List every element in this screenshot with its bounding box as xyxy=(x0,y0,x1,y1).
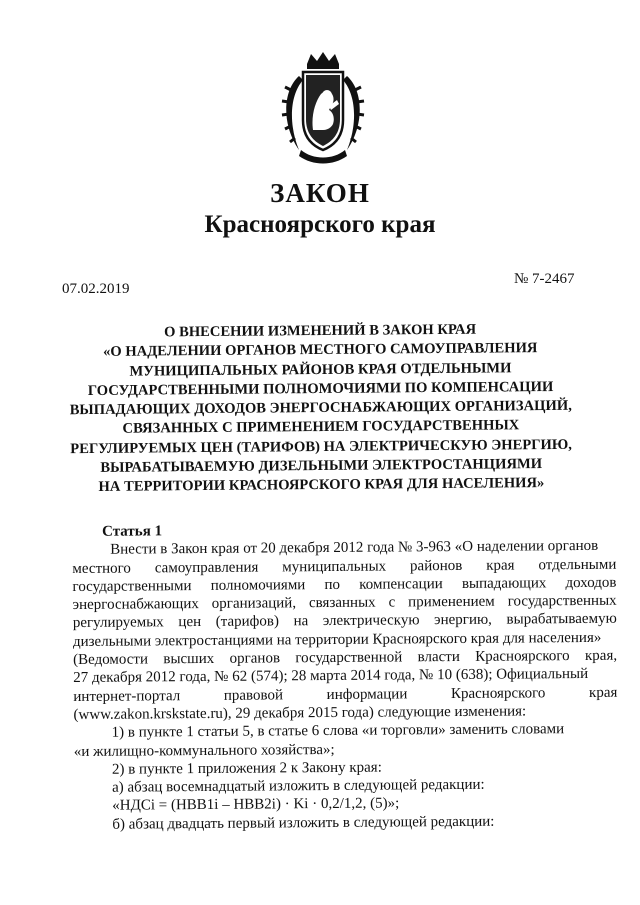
law-title-line: СВЯЗАННЫХ С ПРИМЕНЕНИЕМ ГОСУДАРСТВЕННЫХ xyxy=(122,417,520,438)
law-title-line: МУНИЦИПАЛЬНЫХ РАЙОНОВ КРАЯ ОТДЕЛЬНЫМИ xyxy=(129,359,512,380)
article-formula-line: «НДСi = (НВВ1i – НВВ2i) · Ki · 0,2/1,2, (5)»; xyxy=(112,795,400,815)
article-paragraph-line: (www.zakon.krskstate.ru), 29 декабря 2015 года) следующие изменения: xyxy=(73,703,527,723)
article-paragraph-line: регулируемых цен (тарифов) на электрическую энергию, вырабатываемую xyxy=(72,611,617,632)
law-title-line: НА ТЕРРИТОРИИ КРАСНОЯРСКОГО КРАЯ ДЛЯ НАСЕЛЕНИЯ» xyxy=(98,475,545,496)
article-paragraph-line: Внести в Закон края от 20 декабря 2012 года № 3-963 «О наделении органов xyxy=(110,538,599,558)
document-subtitle: Красноярского края xyxy=(204,211,436,238)
article-paragraph-line: 2) в пункте 1 приложения 2 к Закону края: xyxy=(111,759,382,778)
article-paragraph-line: «и жилищно-коммунального хозяйства»; xyxy=(73,741,335,760)
article-paragraph-line: 1) в пункте 1 статьи 5, в статье 6 слова «и торговли» заменить словами xyxy=(111,721,565,741)
article-paragraph-line: б) абзац двадцать первый изложить в следующей редакции: xyxy=(112,813,495,833)
article-paragraph-line: местного самоуправления муниципальных районов края отдельными xyxy=(72,556,617,577)
law-title-line: «О НАДЕЛЕНИИ ОРГАНОВ МЕСТНОГО САМОУПРАВЛЕНИЯ xyxy=(102,340,538,361)
law-title-line: ГОСУДАРСТВЕННЫМИ ПОЛНОМОЧИЯМИ ПО КОМПЕНСАЦИИ xyxy=(87,378,554,399)
article-paragraph-line: (Ведомости высших органов государственной власти Красноярского края, xyxy=(73,647,618,669)
law-title-line: ВЫРАБАТЫВАЕМУЮ ДИЗЕЛЬНЫМИ ЭЛЕКТРОСТАНЦИЯМИ xyxy=(100,456,543,476)
article-body xyxy=(72,519,618,834)
article-paragraph-line: интернет-портал правовой информации Красноярского края xyxy=(73,684,618,705)
law-title-line: О ВНЕСЕНИИ ИЗМЕНЕНИЙ В ЗАКОН КРАЯ xyxy=(163,321,477,341)
document-number: № 7-2467 xyxy=(514,271,575,287)
article-paragraph-line: 27 декабря 2012 года, № 62 (574); 28 марта 2014 года, № 10 (638); Официальный xyxy=(73,666,589,687)
article-heading: Статья 1 xyxy=(102,523,163,540)
document-date: 07.02.2019 xyxy=(62,281,130,297)
document-title: ЗАКОН xyxy=(270,178,370,208)
article-paragraph-line: дизельными электростанциями на территории Красноярского края для населения» xyxy=(72,629,602,650)
law-title xyxy=(40,320,601,499)
article-paragraph-line: а) абзац восемнадцатый изложить в следующей редакции: xyxy=(112,776,485,796)
coat-of-arms-icon xyxy=(277,50,369,168)
article-paragraph-line: энергоснабжающих организаций, связанных с применением государственных xyxy=(72,592,617,614)
law-title-line: ВЫПАДАЮЩИХ ДОХОДОВ ЭНЕРГОСНАБЖАЮЩИХ ОРГАНИЗАЦИЙ, xyxy=(69,397,572,419)
article-paragraph-line: государственными полномочиями по компенсации выпадающих доходов xyxy=(72,574,617,595)
law-title-line: РЕГУЛИРУЕМЫХ ЦЕН (ТАРИФОВ) НА ЭЛЕКТРИЧЕСКУЮ ЭНЕРГИЮ, xyxy=(70,436,572,457)
